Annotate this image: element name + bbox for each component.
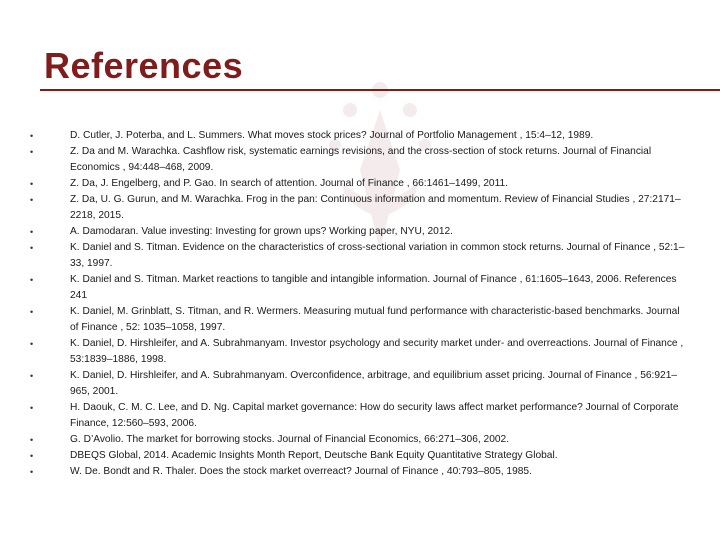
bullet-icon: •	[30, 403, 34, 413]
reference-item	[30, 176, 690, 192]
reference-item	[30, 448, 690, 464]
page-title: References	[44, 45, 244, 86]
reference-text: K. Daniel, D. Hirshleifer, and A. Subrahmanyam. Overconfidence, arbitrage, and equilibrium asset pricing. Journal of Finance , 56:921–965, 2001.	[70, 370, 678, 397]
reference-item	[30, 224, 690, 240]
reference-text: Z. Da, U. G. Gurun, and M. Warachka. Frog in the pan: Continuous information and momentum. Review of Financial Studies , 27:2171–2218, 2015.	[70, 194, 681, 221]
bullet-icon: •	[30, 179, 34, 189]
reference-list	[30, 128, 690, 480]
reference-item	[30, 272, 690, 304]
reference-text: D. Cutler, J. Poterba, and L. Summers. What moves stock prices? Journal of Portfolio Management , 15:4–12, 1989.	[70, 130, 594, 141]
bullet-icon: •	[30, 339, 34, 349]
reference-item	[30, 192, 690, 224]
reference-text: W. De. Bondt and R. Thaler. Does the stock market overreact? Journal of Finance , 40:793–805, 1985.	[70, 466, 532, 477]
bullet-icon: •	[30, 147, 34, 157]
bullet-icon: •	[30, 435, 34, 445]
reference-item	[30, 368, 690, 400]
reference-text: Z. Da, J. Engelberg, and P. Gao. In search of attention. Journal of Finance , 66:1461–1499, 2011.	[70, 178, 508, 189]
bullet-icon: •	[30, 371, 34, 381]
reference-item	[30, 336, 690, 368]
reference-item	[30, 128, 690, 144]
reference-item	[30, 400, 690, 432]
reference-item	[30, 240, 690, 272]
reference-text: Z. Da and M. Warachka. Cashflow risk, systematic earnings revisions, and the cross-section of stock returns. Journal of Financial Economics , 94:448–468, 2009.	[70, 146, 652, 173]
bullet-icon: •	[30, 131, 34, 141]
reference-item	[30, 432, 690, 448]
reference-item	[30, 304, 690, 336]
reference-text: H. Daouk, C. M. C. Lee, and D. Ng. Capital market governance: How do security laws affect market performance? Journal of Corporate Finance, 12:560–593, 2006.	[70, 402, 679, 429]
bullet-icon: •	[30, 243, 34, 253]
reference-text: K. Daniel and S. Titman. Evidence on the characteristics of cross-sectional variation in common stock returns. Journal of Finance , 52:1–33, 1997.	[70, 242, 685, 269]
reference-text: K. Daniel, D. Hirshleifer, and A. Subrahmanyam. Investor psychology and security market under- and overreactions. Journal of Finance , 53:1839–1886, 1998.	[70, 338, 684, 365]
bullet-icon: •	[30, 275, 34, 285]
reference-item	[30, 144, 690, 176]
reference-text: K. Daniel, M. Grinblatt, S. Titman, and R. Wermers. Measuring mutual fund performance with characteristic-based benchmarks. Journal of Finance , 52: 1035–1058, 1997.	[70, 306, 680, 333]
reference-text: A. Damodaran. Value investing: Investing for grown ups? Working paper, NYU, 2012.	[70, 226, 453, 237]
bullet-icon: •	[30, 195, 34, 205]
bullet-icon: •	[30, 451, 34, 461]
reference-text: G. D’Avolio. The market for borrowing stocks. Journal of Financial Economics, 66:271–306, 2002.	[70, 434, 510, 445]
bullet-icon: •	[30, 467, 34, 477]
reference-item	[30, 464, 690, 480]
reference-text: DBEQS Global, 2014. Academic Insights Month Report, Deutsche Bank Equity Quantitative Strategy Global.	[70, 450, 558, 461]
reference-text: K. Daniel and S. Titman. Market reactions to tangible and intangible information. Journal of Finance , 61:1605–1643, 2006. References 241	[70, 274, 677, 301]
bullet-icon: •	[30, 227, 34, 237]
bullet-icon: •	[30, 307, 34, 317]
